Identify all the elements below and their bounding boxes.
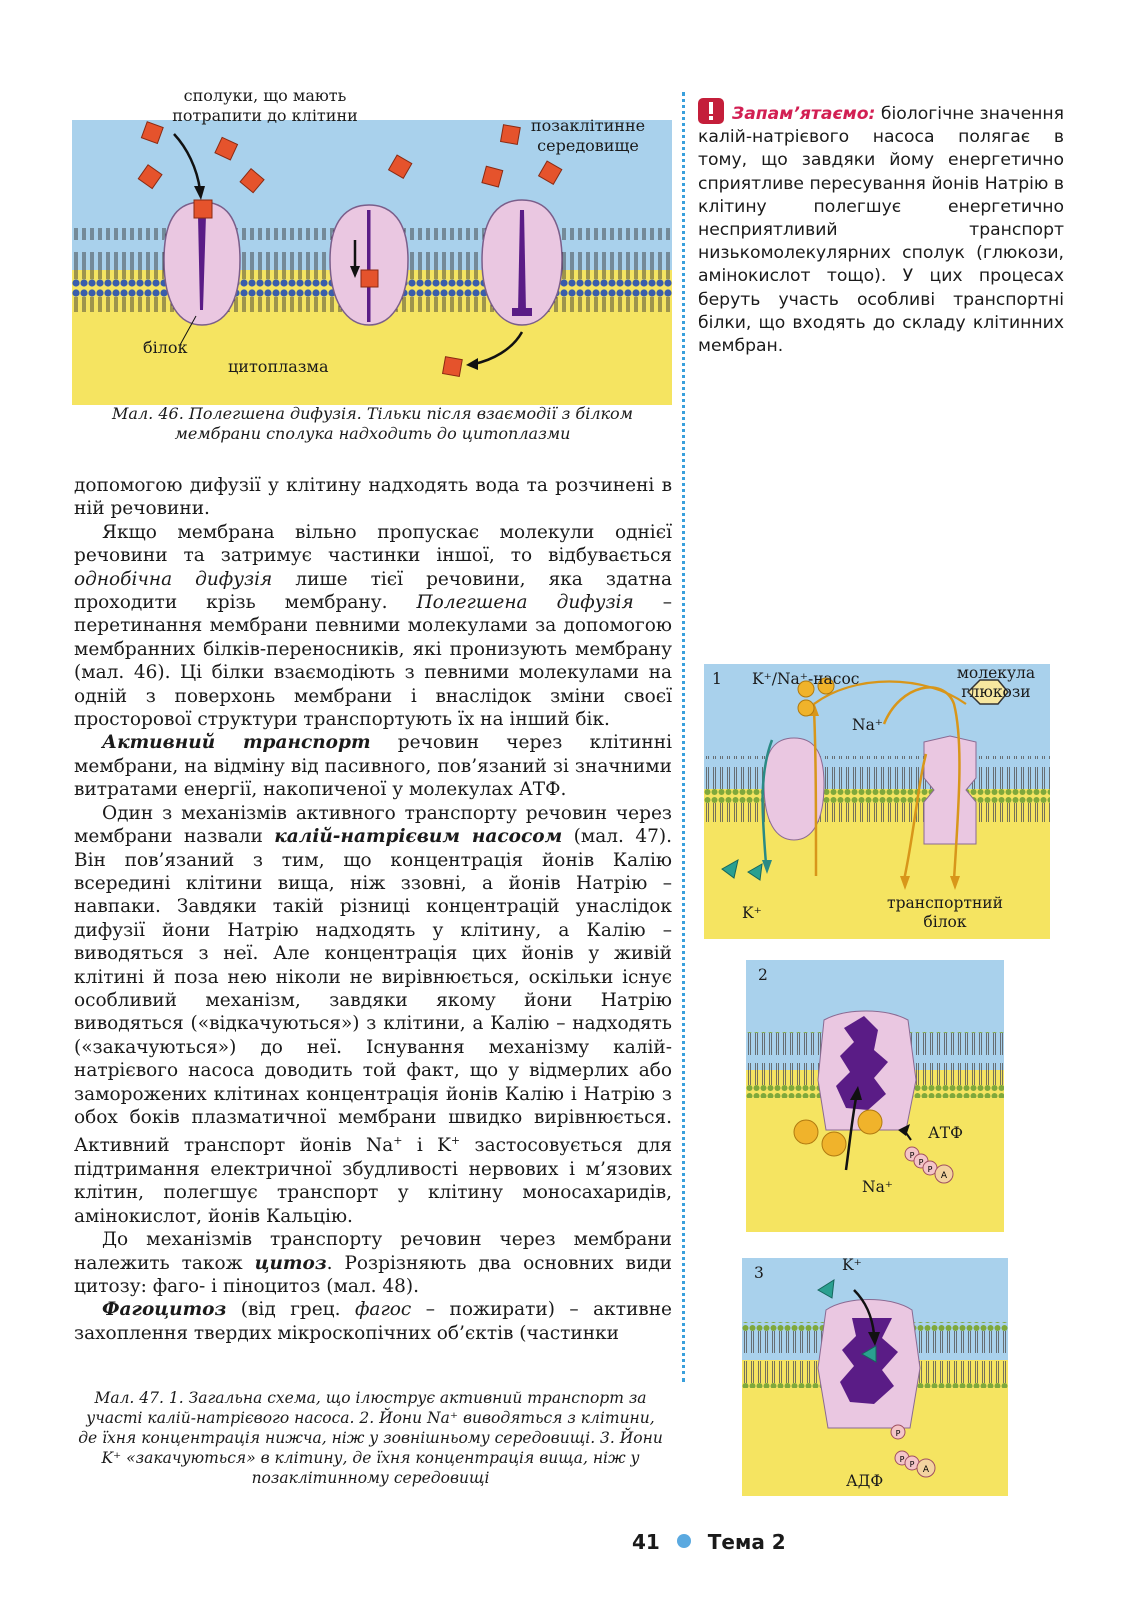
remember-title: Запам’ятаємо: <box>732 104 876 124</box>
label-k-3: K⁺ <box>842 1256 862 1274</box>
bullet-icon <box>677 1534 691 1548</box>
phosphate-label: P <box>895 1429 901 1438</box>
figure-46-caption: Мал. 46. Полегшена дифузія. Тільки після взаємодії з білком мембрани сполука надходить до цитоплазми <box>112 404 633 443</box>
page-footer <box>632 1530 786 1554</box>
figure-47-caption: Мал. 47. 1. Загальна схема, що ілюструє активний транспорт за участі калій-натрієвого насоса. 2. Йони Na⁺ виводяться з клітини, де їхня концентрація нижча, ніж у зовнішньому середовищі. 3. Йони K⁺ «закачуються» в клітину, де їхня концентрація вища, ніж у позаклітинному середовищі <box>78 1389 663 1487</box>
topic-label: Тема 2 <box>707 1530 786 1554</box>
label-cytoplasm: цитоплазма <box>228 357 329 376</box>
column-divider <box>682 92 685 1382</box>
label-k-1: K⁺ <box>742 904 762 922</box>
phosphate-label: P <box>909 1460 915 1469</box>
label-protein: білок <box>143 338 188 357</box>
label-adp: АДФ <box>846 1472 884 1490</box>
page-number: 41 <box>632 1530 660 1554</box>
label-atp: АТФ <box>928 1124 963 1142</box>
panel-1-number: 1 <box>712 670 722 688</box>
remember-note <box>698 98 1064 358</box>
label-na-1: Na⁺ <box>852 716 883 734</box>
label-glucose: молекула глюкози <box>956 664 1036 701</box>
remember-text: біологічне значення калій-натрієвого насоса полягає в тому, що завдяки йому енергетично сприятливе пересування йонів Натрію в клітину полегшує енергетично несприятливий транспорт низькомолекулярних сполук (глюкози, амінокислот тощо). У цих процесах беруть участь особливі транспортні білки, що входять до складу клітинних мембран. <box>698 104 1064 357</box>
main-text <box>74 474 672 1345</box>
carrier-protein-3 <box>482 200 562 325</box>
adenosine-label: A <box>922 1465 930 1475</box>
adenosine-label: A <box>940 1171 948 1181</box>
carrier-protein-1 <box>164 202 240 325</box>
paragraph: Один з механізмів активного транспорту речовин через мембрани назвали калій-натрієвим насосом (мал. 47). Він пов’язаний з тим, що концентрація йонів Калію всередині клітини вища, ніж ззовні, а йонів Натрію – навпаки. Завдяки такій різниці концентрацій унаслідок дифузії йони Натрію надходять у клітину, а Калію – виводяться з неї. Але концентрація цих йонів у живій клітині й поза нею ніколи не вирівнюється, оскільки існує особливий механізм, завдяки якому йони Натрію виводяться («відкачуються») з клітини, а Калію – надходять («закачуються») до неї. Існування механізму калій-натрієвого насоса доводить той факт, що у відмерлих або заморожених клітинах концентрація йонів Калію і Натрію з обох боків плазматичної мембрани швидко вирівнюється. Активний транспорт йонів Na+ і K+ застосовується для підтримання електричної збудливості нервових і м’язових клітин, полегшує транспорт у клітину моносахаридів, амінокислот, йонів Кальцію. <box>74 802 672 1227</box>
label-compounds: сполуки, що мають потрапити до клітини <box>172 86 358 125</box>
phosphate-label: P <box>927 1165 933 1174</box>
paragraph: До механізмів транспорту речовин через мембрани належить також цитоз. Розрізняють два основних види цитозу: фаго- і піноцитоз (мал. 48). <box>74 1229 672 1297</box>
paragraph: Фагоцитоз (від грец. фагос – пожирати) – активне захоплення твердих мікроскопічних об’єктів (частинки <box>74 1299 672 1344</box>
panel-2-number: 2 <box>758 966 768 984</box>
phosphate-label: P <box>909 1151 915 1160</box>
paragraph: Якщо мембрана вільно пропускає молекули однієї речовини та затримує частинки іншої, то відбувається однобічна дифузія лише тієї речовини, яка здатна проходити крізь мембрану. Полегшена дифузія – перетинання мембрани певними молекулами за допомогою мембранних білків-переносників, які пронизують мембрану (мал. 46). Ці білки взаємодіють з певними молекулами на одній з поверхонь мембрани і внаслідок зміни своєї просторової структури транспортують їх на інший бік. <box>74 521 672 731</box>
label-transport-protein: транспортний білок <box>887 894 1003 931</box>
label-extracellular: позаклітинне середовище <box>530 116 646 155</box>
phosphate-label: P <box>918 1158 924 1167</box>
phosphate-label: P <box>899 1455 905 1464</box>
figure-47-panel-3 <box>742 1258 1008 1496</box>
label-pump: K⁺/Na⁺-насос <box>752 670 860 688</box>
label-na-2: Na⁺ <box>862 1178 893 1196</box>
panel-3-number: 3 <box>754 1264 764 1282</box>
paragraph: Активний транспорт речовин через клітинні мембрани, на відміну від пасивного, пов’язаний зі значними витратами енергії, накопиченої у молекулах АТФ. <box>74 732 673 801</box>
paragraph: допомогою дифузії у клітину надходять вода та розчинені в ній речовини. <box>74 475 672 520</box>
carrier-protein-2 <box>330 205 408 325</box>
exclamation-icon <box>698 98 724 124</box>
figure-46-facilitated-diffusion <box>72 120 672 405</box>
